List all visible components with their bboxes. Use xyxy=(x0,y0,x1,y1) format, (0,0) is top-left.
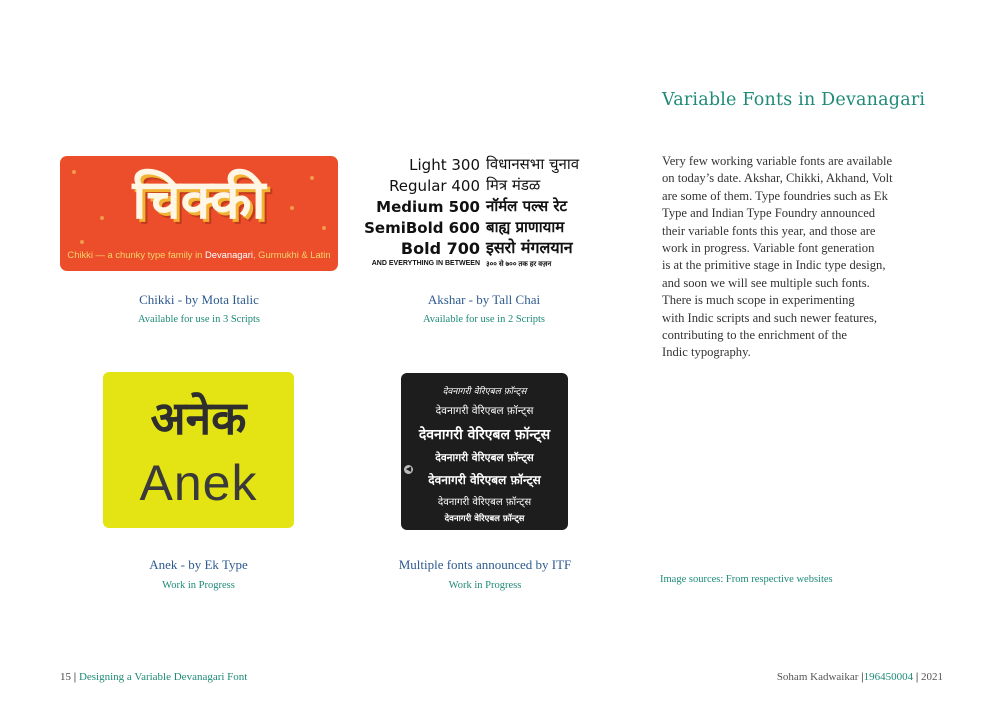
body-line: with Indic scripts and such newer features, xyxy=(662,310,878,325)
akshar-row-medium xyxy=(374,194,604,216)
chikki-word: चिक्की xyxy=(132,168,266,231)
akshar-caption: Akshar - by Tall Chai xyxy=(427,292,541,307)
itf-subcaption: Work in Progress xyxy=(448,580,522,591)
anek-subcaption: Work in Progress xyxy=(162,580,235,591)
image-sources-note: Image sources: From respective websites xyxy=(660,574,833,585)
akshar-specimen-image xyxy=(364,152,604,277)
akshar-weight-label: Bold 700 xyxy=(400,239,480,258)
body-line: Type and Indian Type Foundry announced xyxy=(662,206,876,221)
body-line: their variable fonts this year, and those are xyxy=(662,223,876,238)
akshar-subcaption: Available for use in 2 Scripts xyxy=(423,314,545,325)
anek-devanagari-word: अनेक xyxy=(150,391,247,445)
anek-caption: Anek - by Ek Type xyxy=(149,557,248,572)
footer-separator: | xyxy=(73,671,77,683)
footer-separator: | xyxy=(861,671,864,683)
footer-separator: | xyxy=(915,671,919,683)
akshar-sample: नॉर्मल पल्स रेट xyxy=(486,197,568,215)
section-heading: Variable Fonts in Devanagari xyxy=(662,90,926,110)
decor-dot xyxy=(80,240,84,244)
akshar-row-semibold xyxy=(364,215,604,237)
anek-specimen-image xyxy=(103,372,294,528)
body-line: work in progress. Variable font generation xyxy=(662,241,875,256)
akshar-row-light xyxy=(374,152,604,174)
body-line: are some of them. Type foundries such as Ek xyxy=(662,188,888,203)
akshar-row-regular xyxy=(374,173,604,195)
footer-right xyxy=(777,671,943,683)
roll-number: 196450004 xyxy=(863,671,914,683)
akshar-sample: मित्र मंडळ xyxy=(486,176,541,194)
akshar-sample: बाह्य प्राणायाम xyxy=(486,218,565,236)
akshar-footer xyxy=(371,260,604,272)
akshar-footer-left: AND EVERYTHING IN BETWEEN xyxy=(371,260,480,267)
body-line: and soon we will see multiple such fonts. xyxy=(662,275,870,290)
akshar-footer-right: ३०० से ७०० तक हर वज़न xyxy=(486,261,552,268)
document-title: Designing a Variable Devanagari Font xyxy=(78,671,248,683)
body-line: Very few working variable fonts are available xyxy=(662,154,893,168)
akshar-weight-label: Light 300 xyxy=(409,156,480,174)
body-line: is at the primitive stage in Indic type design, xyxy=(662,258,886,273)
itf-sample-line: देवनागरी वेरिएबल फ़ॉन्ट्स xyxy=(435,405,534,417)
akshar-row-bold xyxy=(374,236,604,258)
page-number: 15 xyxy=(60,671,71,683)
itf-sample-line: देवनागरी वेरिएबल फ़ॉन्ट्स xyxy=(444,514,525,524)
body-line: Indic typography. xyxy=(662,345,751,360)
author-name: Soham Kadwaikar xyxy=(776,671,859,683)
carousel-left-arrow-icon: ◀ xyxy=(405,465,412,473)
anek-latin-word: Anek xyxy=(139,455,258,511)
itf-sample-line: देवनागरी वेरिएबल फ़ॉन्ट्स xyxy=(437,497,532,508)
akshar-sample: विधानसभा चुनाव xyxy=(486,155,580,173)
itf-caption: Multiple fonts announced by ITF xyxy=(398,557,572,572)
chikki-specimen-image xyxy=(60,156,338,271)
itf-sample-line: देवनागरी वेरिएबल फ़ॉन्ट्स xyxy=(418,427,551,443)
akshar-sample: इसरो मंगलयान xyxy=(486,238,573,257)
body-line: contributing to the enrichment of the xyxy=(662,328,848,343)
itf-sample-line: देवनागरी वेरिएबल फ़ॉन्ट्स xyxy=(435,452,534,464)
itf-sample-line: देवनागरी वेरिएबल फ़ॉन्ट्स xyxy=(442,387,527,397)
year: 2021 xyxy=(921,671,943,683)
body-line: on today’s date. Akshar, Chikki, Akhand, Volt xyxy=(662,171,893,186)
footer-left xyxy=(60,671,247,683)
akshar-weight-label: Regular 400 xyxy=(389,177,480,195)
chikki-tagline: Chikki — a chunky type family in Devanagari, Gurmukhi & Latin xyxy=(67,249,331,260)
section-body xyxy=(662,153,962,362)
itf-specimen-image xyxy=(401,373,568,530)
itf-sample-line: देवनागरी वेरिएबल फ़ॉन्ट्स xyxy=(428,473,541,487)
body-line: There is much scope in experimenting xyxy=(662,293,855,308)
chikki-subcaption: Available for use in 3 Scripts xyxy=(138,314,260,325)
akshar-weight-label: Medium 500 xyxy=(376,198,480,216)
akshar-weight-label: SemiBold 600 xyxy=(364,219,480,237)
chikki-caption: Chikki - by Mota Italic xyxy=(139,292,259,307)
